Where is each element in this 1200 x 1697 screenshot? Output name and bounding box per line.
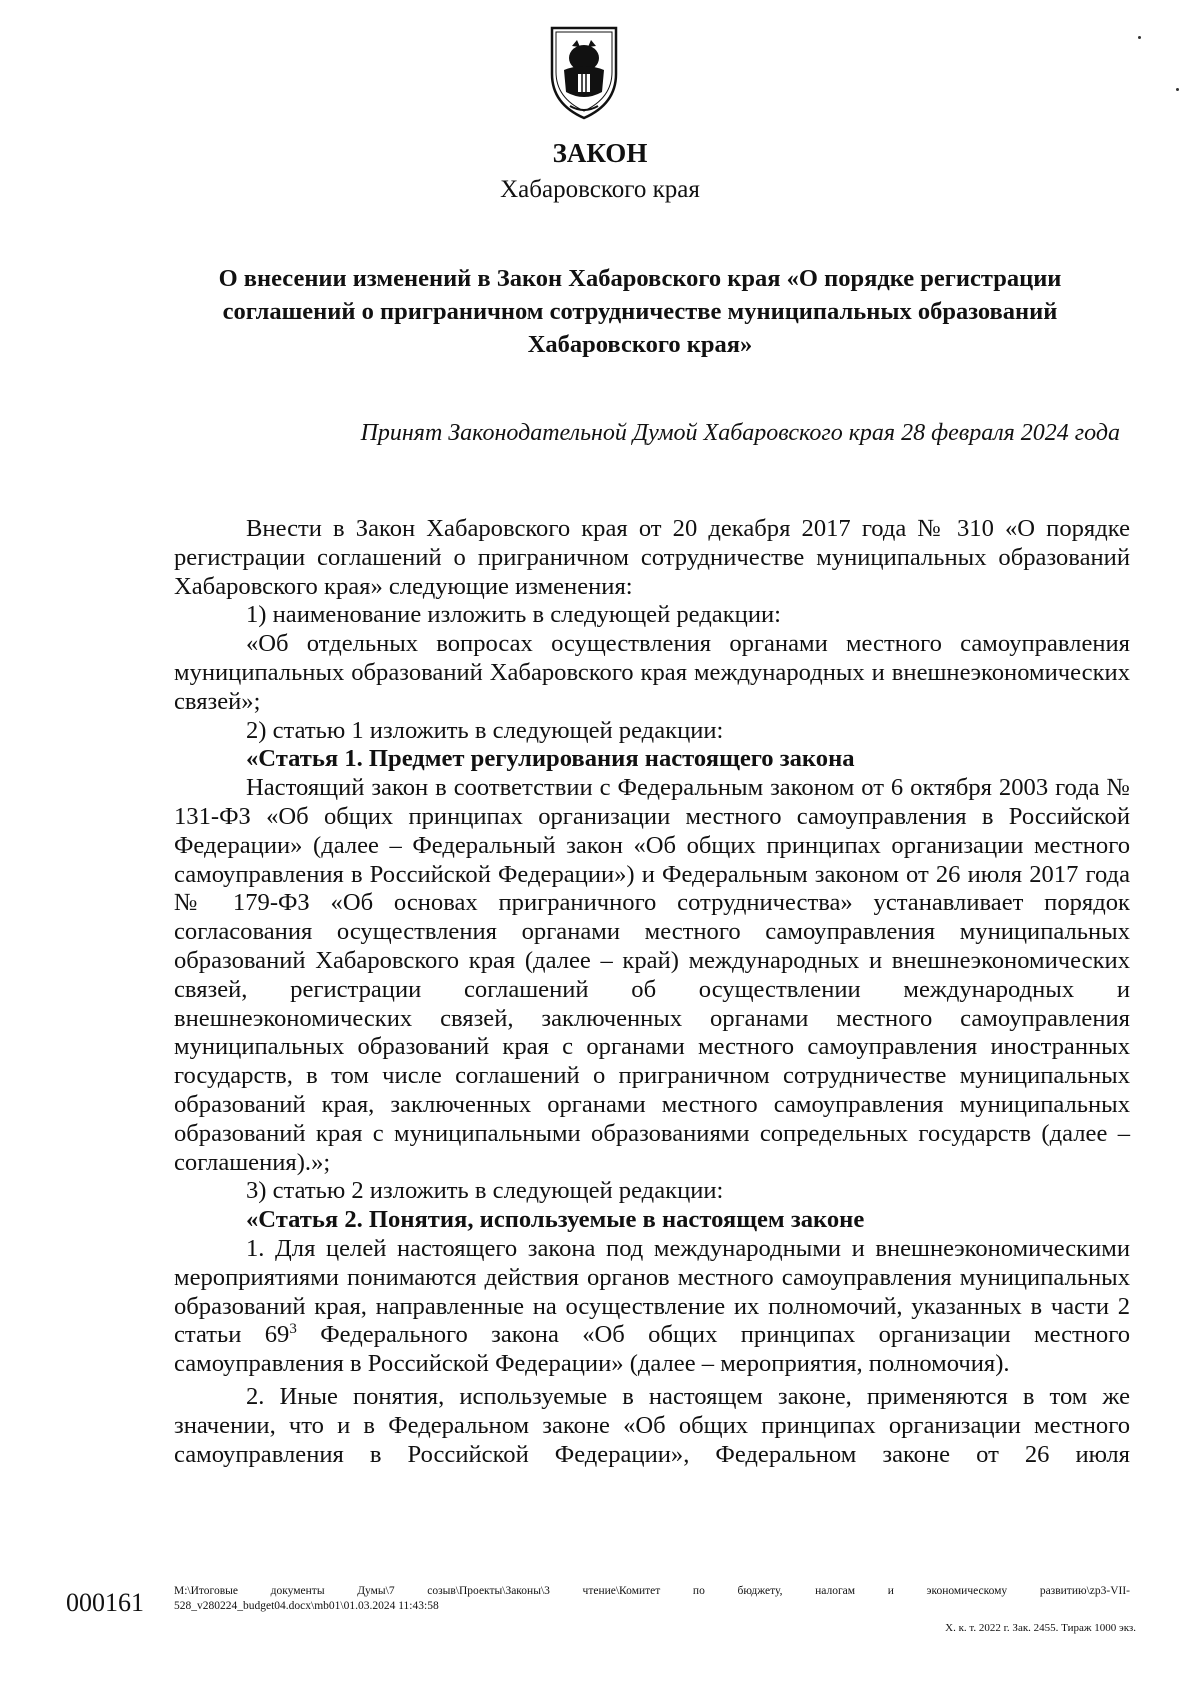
adoption-note: Принят Законодательной Думой Хабаровского края 28 февраля 2024 года xyxy=(360,420,1120,446)
paragraph-text: Федерального закона «Об общих принципах организации местного самоуправления в Российской Федерации» (далее – мероприятия, полномочия). xyxy=(174,1321,1130,1378)
law-heading xyxy=(150,262,1130,361)
paragraph: 1) наименование изложить в следующей редакции: xyxy=(246,601,781,629)
region-name: Хабаровского края xyxy=(500,176,700,203)
document-number: 000161 xyxy=(66,1588,144,1617)
superscript: 3 xyxy=(289,1321,297,1338)
paragraph xyxy=(174,1235,1130,1379)
khabarovsk-coat-of-arms-icon xyxy=(544,22,624,122)
law-body xyxy=(174,515,1130,1469)
article-2-heading: «Статья 2. Понятия, используемые в настоящем законе xyxy=(246,1206,865,1234)
heading-line: Хабаровского края» xyxy=(527,331,753,358)
heading-line: О внесении изменений в Закон Хабаровского края «О порядке регистрации xyxy=(218,265,1062,292)
document-type: ЗАКОН xyxy=(552,138,648,168)
scan-speck xyxy=(1138,36,1141,39)
paragraph: Настоящий закон в соответствии с Федеральным законом от 6 октября 2003 года № 131-ФЗ «Об общих принципах организации местного самоуправления в Российской Федерации» (далее – Федеральный закон «Об общих принципах организации местного самоуправления в Российской Федерации») и Федеральным законом от 26 июля 2017 года № 179-ФЗ «Об основах приграничного сотрудничества» устанавливает порядок согласования осуществления органами местного самоуправления муниципальных образований Хабаровского края (далее – край) международных и внешнеэкономических связей, регистрации соглашений об осуществлении международных и внешнеэкономических связей, заключенных органами местного самоуправления муниципальных образований края с органами местного самоуправления иностранных государств, в том числе соглашений о приграничном сотрудничестве муниципальных образований края, заключенных органами местного самоуправления муниципальных образований края с муниципальными образованиями сопредельных государств (далее – соглашения).»; xyxy=(174,774,1130,1176)
file-path-line: M:\Итоговые документы Думы\7 созыв\Проекты\Законы\3 чтение\Комитет по бюджету, налогам и экономическому развитию\zp3-VII- xyxy=(174,1585,1130,1597)
heading-line: соглашений о приграничном сотрудничестве муниципальных образований xyxy=(222,298,1058,325)
print-info: Х. к. т. 2022 г. Зак. 2455. Тираж 1000 экз. xyxy=(945,1622,1136,1634)
file-path xyxy=(174,1584,1130,1614)
article-1-heading: «Статья 1. Предмет регулирования настоящего закона xyxy=(246,745,855,773)
paragraph: 3) статью 2 изложить в следующей редакции: xyxy=(246,1177,724,1205)
scan-speck xyxy=(1176,88,1179,91)
paragraph: «Об отдельных вопросах осуществления органами местного самоуправления муниципальных образований Хабаровского края международных и внешнеэкономических связей»; xyxy=(174,630,1130,715)
file-path-line: 528_v280224_budget04.docx\mb01\01.03.2024 11:43:58 xyxy=(174,1600,439,1612)
paragraph: Внести в Закон Хабаровского края от 20 декабря 2017 года № 310 «О порядке регистрации соглашений о приграничном сотрудничестве муниципальных образований Хабаровского края» следующие изменения: xyxy=(174,515,1130,600)
paragraph-text: 1. Для целей настоящего закона под международными и внешнеэкономическими мероприятиями понимаются действия органов местного самоуправления муниципальных образований края, направленные на осуществление их полномочий, указанных в части 2 статьи 69 xyxy=(174,1234,1130,1349)
paragraph: 2) статью 1 изложить в следующей редакции: xyxy=(246,716,724,744)
paragraph: 2. Иные понятия, используемые в настоящем законе, применяются в том же значении, что и в Федеральном законе «Об общих принципах организации местного самоуправления в Российской Федерации», Федеральном законе от 26 июля xyxy=(174,1382,1130,1468)
